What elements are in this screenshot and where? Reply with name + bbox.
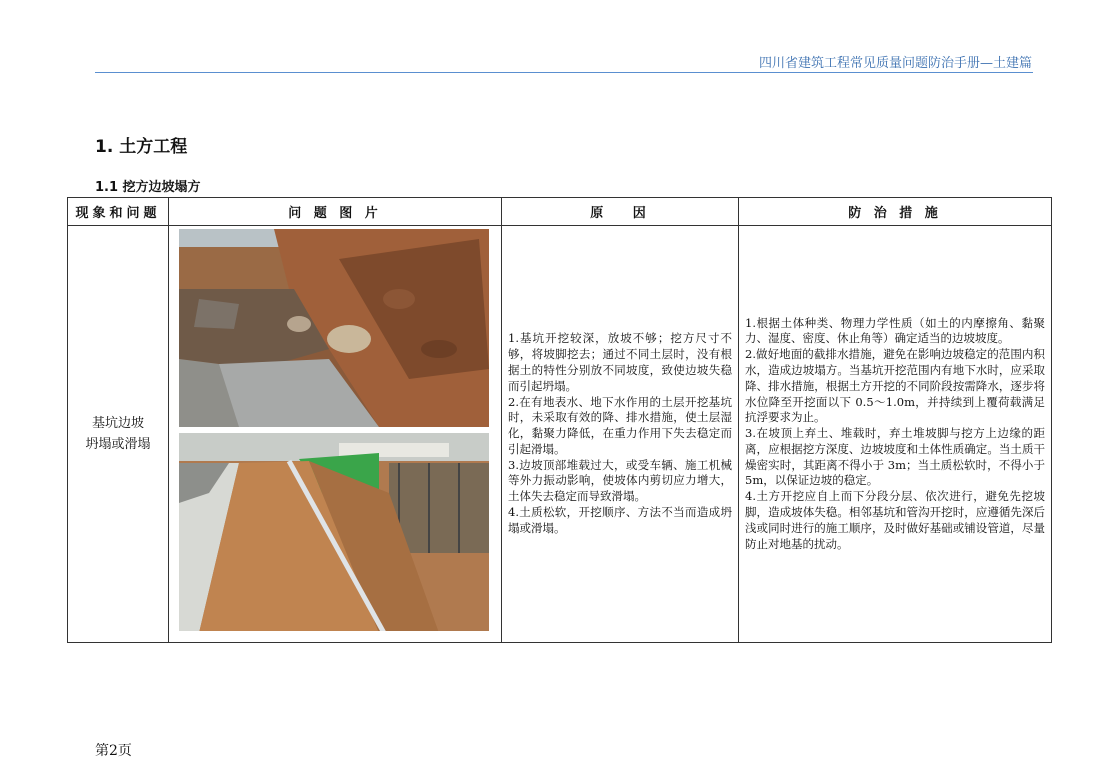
measure-item: 2.做好地面的截排水措施，避免在影响边坡稳定的范围内积水，造成边坡塌方。当基坑开挖范围内有地下水时，应采取降、排水措施，根据土方开挖的不同阶段按需降水，逐步将水位降至开挖面以下 0.5～1.0m，并持续到上覆荷载满足抗浮要求为止。 [745, 347, 1045, 425]
table-header-row [68, 198, 1052, 226]
measure-item: 3.在坡顶上弃土、堆载时，弃土堆坡脚与挖方上边缘的距离，应根据挖方深度、边坡坡度和土体性质确定。当土质干燥密实时，其距离不得小于 3m；当土质松软时，不得小于 5m，以保证边坡的稳定。 [745, 426, 1045, 488]
cause-item: 2.在有地表水、地下水作用的土层开挖基坑时，未采取有效的降、排水措施，使土层湿化，黏聚力降低，在重力作用下失去稳定而引起滑塌。 [508, 394, 732, 456]
slope-collapse-photo-2 [179, 433, 489, 631]
photos-cell [169, 226, 502, 643]
measure-item: 1.根据土体种类、物理力学性质（如土的内摩擦角、黏聚力、湿度、密度、休止角等）确定适当的边坡坡度。 [745, 315, 1045, 346]
header-photos: 问 题 图 片 [169, 198, 502, 226]
section-title: 1. 土方工程 [95, 137, 188, 157]
quality-issue-table [67, 197, 1052, 643]
page-number: 第2页 [95, 743, 132, 759]
phenomenon-line: 坍塌或滑塌 [85, 437, 151, 452]
cause-item: 3.边坡顶部堆载过大，或受车辆、施工机械等外力振动影响，使坡体内剪切应力增大，土体失去稳定而导致滑塌。 [508, 457, 732, 504]
measure-item: 4.土方开挖应自上而下分段分层、依次进行，避免先挖坡脚，造成坡体失稳。相邻基坑和管沟开挖时，应遵循先深后浅或同时进行的施工顺序，及时做好基础或铺设管道，尽量防止对地基的扰动。 [745, 489, 1045, 551]
phenomenon-line: 基坑边坡 [91, 416, 144, 431]
cause-item: 1.基坑开挖较深，放坡不够；挖方尺寸不够，将坡脚挖去；通过不同土层时，没有根据土的特性分别放不同坡度，致使边坡失稳而引起坍塌。 [508, 331, 732, 393]
header-title: 四川省建筑工程常见质量问题防治手册—土建篇 [758, 56, 1032, 71]
subsection-title: 1.1 挖方边坡塌方 [95, 180, 201, 195]
cause-item: 4.土质松软，开挖顺序、方法不当而造成坍塌或滑塌。 [508, 505, 732, 535]
header-phenomenon: 现象和问题 [68, 198, 169, 226]
measures-cell [739, 226, 1052, 643]
slope-collapse-photo-1 [179, 229, 489, 427]
header-divider [95, 72, 1033, 73]
header-measures: 防 治 措 施 [739, 198, 1052, 226]
causes-cell [502, 226, 739, 643]
phenomenon-cell [68, 226, 169, 643]
table-row [68, 226, 1052, 643]
header-causes: 原 因 [502, 198, 739, 226]
